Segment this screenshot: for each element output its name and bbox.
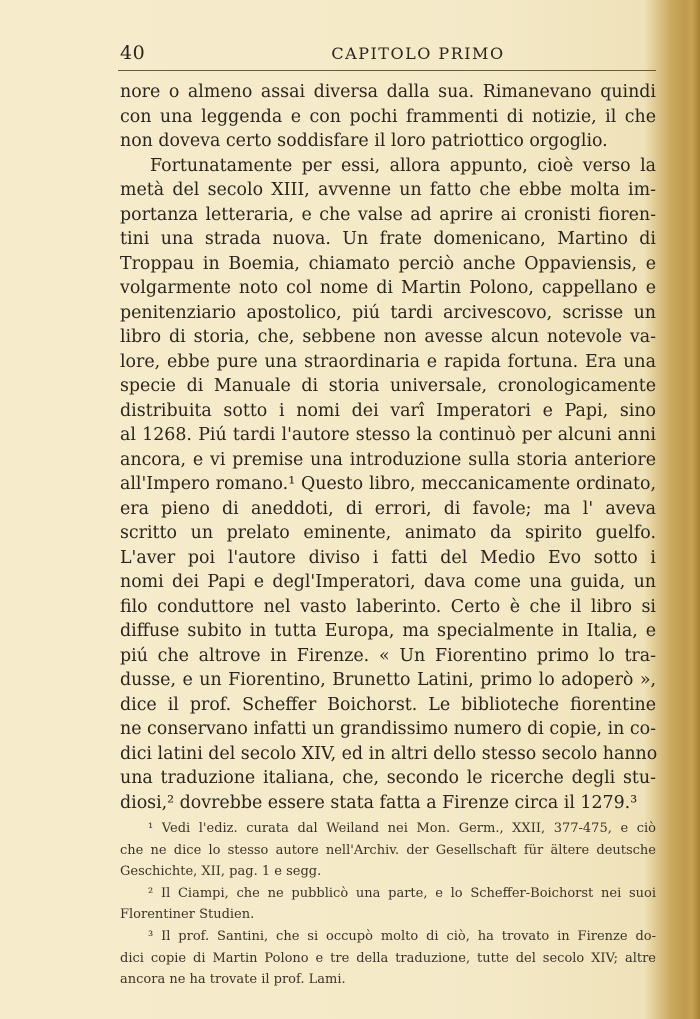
page-edge-shadow	[682, 0, 700, 1019]
body-line: specie di Manuale di storia universale, cronologicamente	[120, 376, 656, 396]
body-line: era pieno di aneddoti, di errori, di favole; ma l' aveva	[120, 498, 656, 519]
body-line: ne conservano infatti un grandissimo numero di copie, in co-	[120, 719, 656, 739]
header-rule	[118, 70, 656, 71]
page-number: 40	[120, 42, 146, 64]
body-line: nore o almeno assai diversa dalla sua. Rimanevano quindi	[120, 82, 656, 102]
body-line: filo conduttore nel vasto laberinto. Certo è che il libro si	[120, 596, 656, 617]
footnote-line: Florentiner Studien.	[120, 907, 255, 923]
body-line: ancora, e vi premise una introduzione sulla storia anteriore	[120, 449, 656, 470]
body-line: scritto un prelato eminente, animato da spirito guelfo.	[120, 523, 656, 543]
body-text	[120, 80, 656, 815]
body-line: Fortunatamente per essi, allora appunto, cioè verso la	[150, 155, 656, 176]
body-line: L'aver poi l'autore diviso i fatti del Medio Evo sotto i	[120, 547, 656, 568]
footnote-line: ³ Il prof. Santini, che si occupò molto di ciò, ha trovato in Firenze do-	[148, 928, 656, 944]
body-line: distribuita sotto i nomi dei varî Imperatori e Papi, sino	[120, 400, 656, 421]
body-line: una traduzione italiana, che, secondo le ricerche degli stu-	[120, 768, 656, 788]
footnote-line: che ne dice lo stesso autore nell'Archiv. der Gesellschaft für ältere deutsche	[120, 842, 656, 858]
body-line: portanza letteraria, e che valse ad aprire ai cronisti fioren-	[120, 204, 656, 225]
body-line: tini una strada nuova. Un frate domenicano, Martino di	[120, 229, 656, 249]
page-header	[118, 42, 656, 68]
body-line: con una leggenda e con pochi frammenti di notizie, il che	[120, 106, 656, 127]
body-line: Troppau in Boemia, chiamato perciò anche Oppaviensis, e	[120, 253, 656, 274]
body-line: all'Impero romano.¹ Questo libro, meccanicamente ordinato,	[120, 474, 656, 494]
footnotes	[120, 818, 656, 991]
body-line: metà del secolo XIII, avvenne un fatto che ebbe molta im-	[120, 180, 656, 200]
running-head: CAPITOLO PRIMO	[331, 44, 505, 63]
footnote-line: Geschichte, XII, pag. 1 e segg.	[120, 864, 322, 880]
body-line: diffuse subito in tutta Europa, ma specialmente in Italia, e	[120, 621, 656, 641]
body-line: nomi dei Papi e degl'Imperatori, dava come una guida, un	[120, 572, 656, 592]
body-line: volgarmente noto col nome di Martin Polono, cappellano e	[120, 278, 656, 298]
body-line: lore, ebbe pure una straordinaria e rapida fortuna. Era una	[120, 351, 656, 372]
body-line: non doveva certo soddisfare il loro patriottico orgoglio.	[120, 131, 608, 151]
footnote-line: ² Il Ciampi, che ne pubblicò una parte, e lo Scheffer-Boichorst nei suoi	[148, 885, 656, 901]
footnote-line: ancora ne ha trovate il prof. Lami.	[120, 972, 346, 988]
footnote-line: ¹ Vedi l'ediz. curata dal Weiland nei Mon. Germ., XXII, 377-475, e ciò	[148, 821, 656, 836]
body-line: dice il prof. Scheffer Boichorst. Le biblioteche fiorentine	[120, 694, 656, 715]
body-line: diosi,² dovrebbe essere stata fatta a Firenze circa il 1279.³	[120, 792, 638, 813]
body-line: penitenziario apostolico, piú tardi arcivescovo, scrisse un	[120, 302, 656, 323]
body-line: piú che altrove in Firenze. « Un Fiorentino primo lo tra-	[120, 645, 656, 666]
body-line: al 1268. Piú tardi l'autore stesso la continuò per alcuni anni	[120, 425, 656, 445]
footnote-line: dici copie di Martin Polono e tre della traduzione, tutte del secolo XIV; altre	[120, 950, 656, 966]
body-line: dusse, e un Fiorentino, Brunetto Latini, primo lo adoperò »,	[120, 670, 656, 690]
body-line: libro di storia, che, sebbene non avesse alcun notevole va-	[120, 327, 656, 347]
body-line: dici latini del secolo XIV, ed in altri dello stesso secolo hanno	[120, 743, 658, 764]
